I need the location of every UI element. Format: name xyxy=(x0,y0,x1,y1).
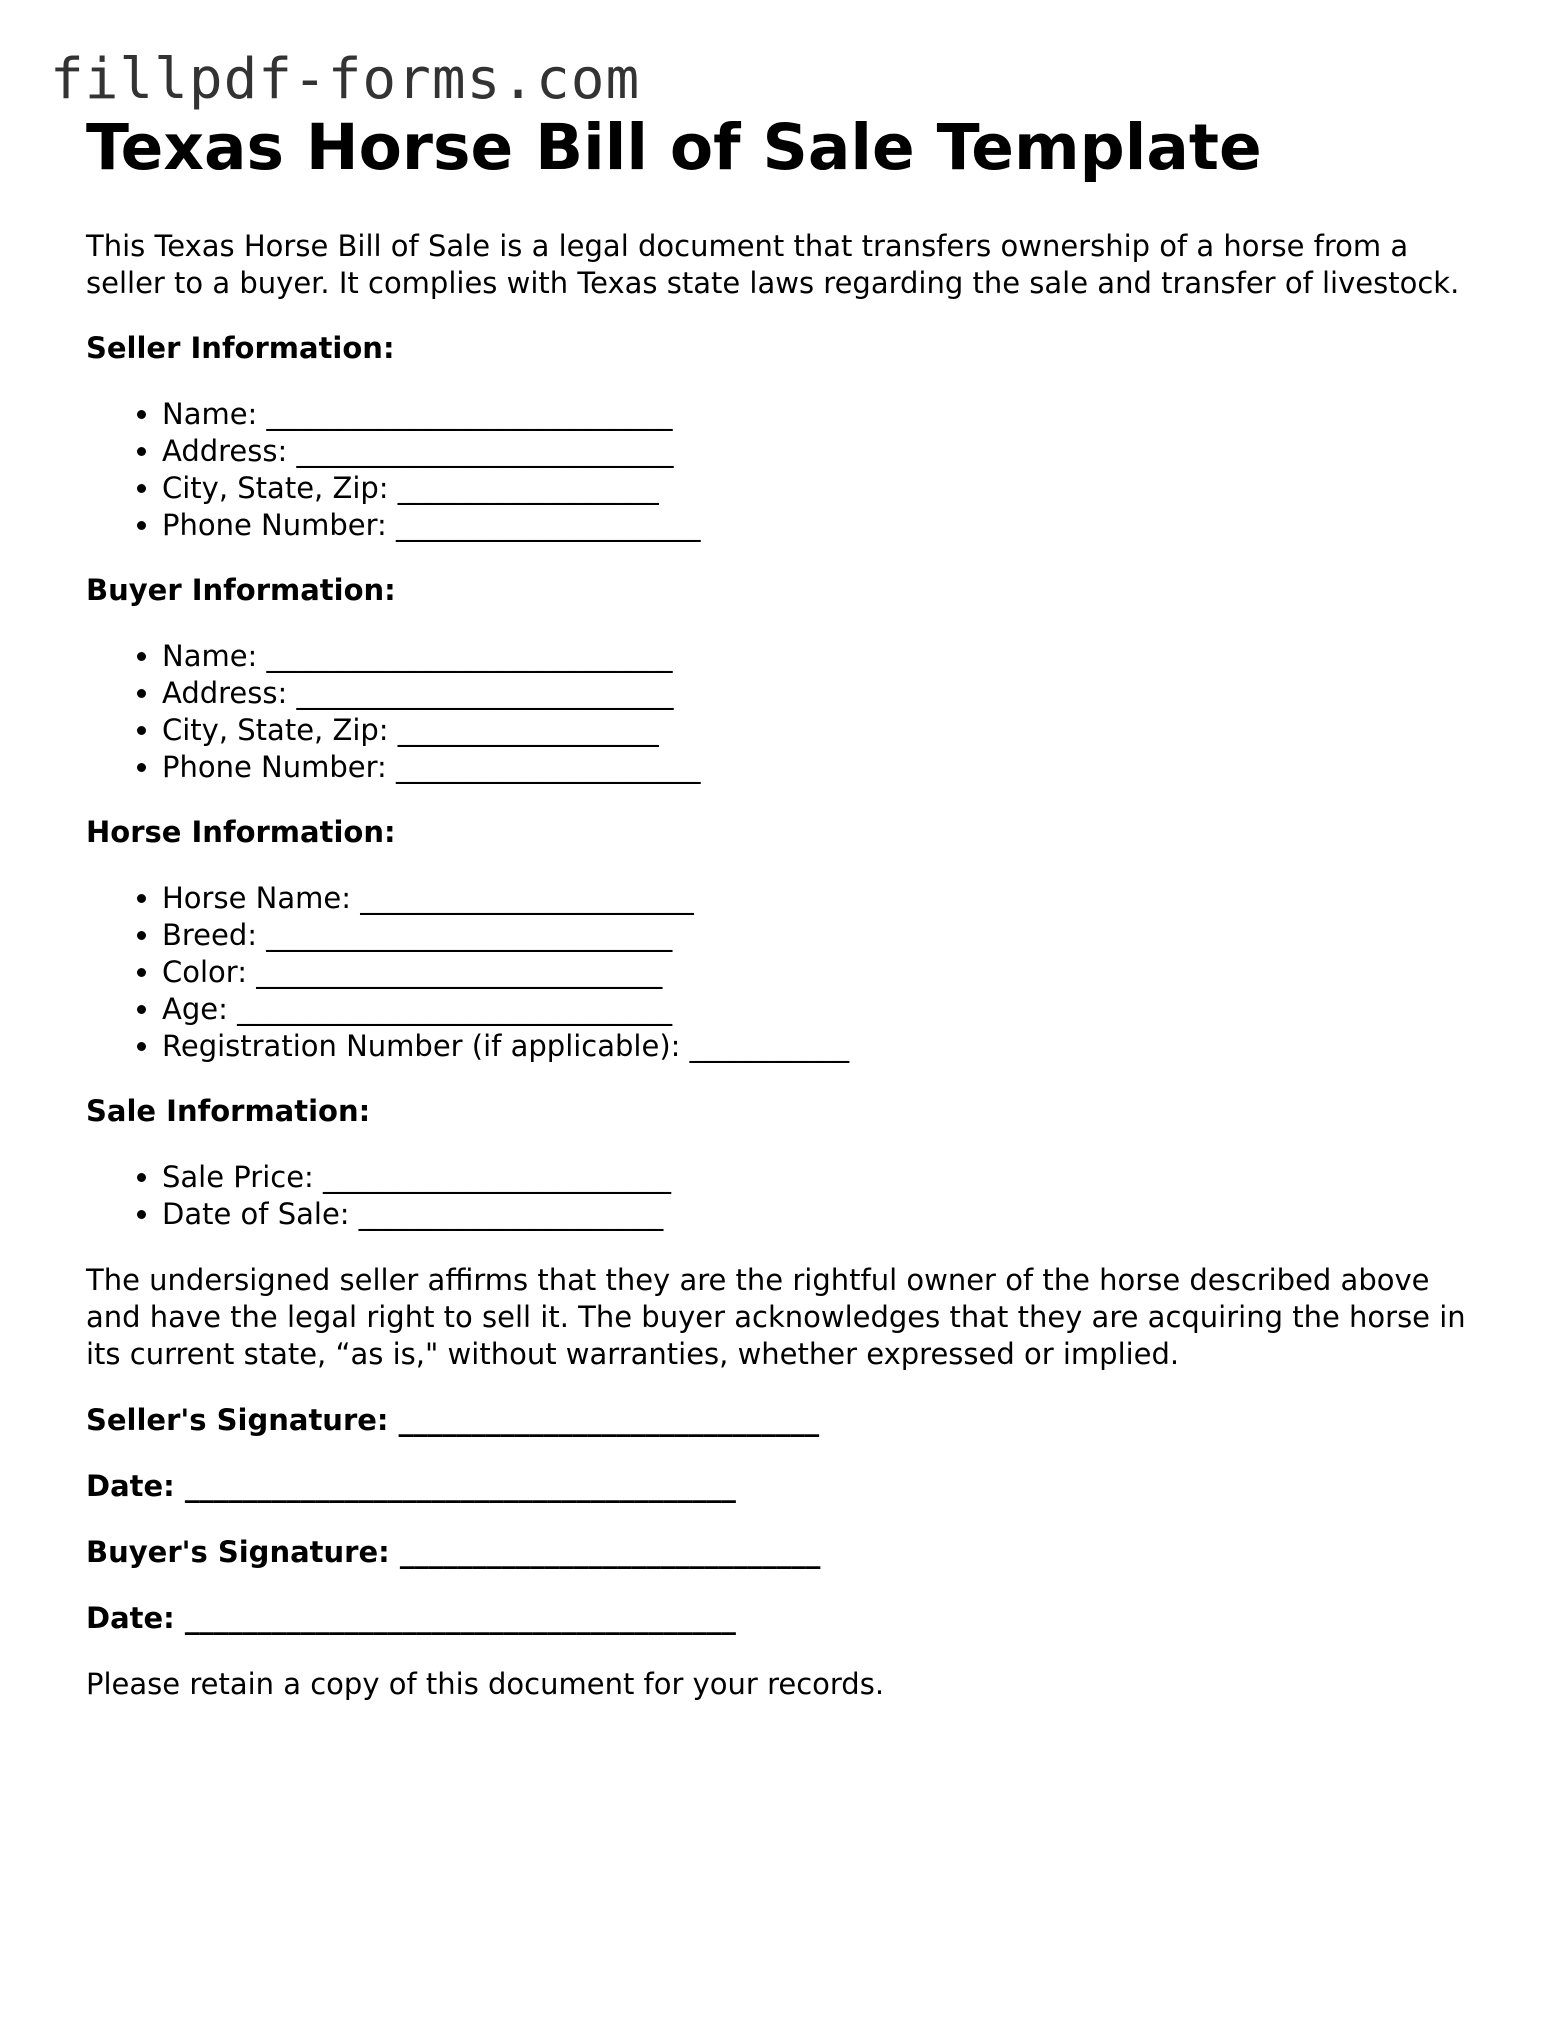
field-label: Horse Name: xyxy=(162,881,351,915)
field-blank[interactable]: ____________________________ xyxy=(266,639,673,673)
sale-information-heading: Sale Information: xyxy=(86,1094,371,1128)
field-label: Breed: xyxy=(162,918,258,952)
field-label: Address: xyxy=(162,434,288,468)
seller-fields-list xyxy=(86,396,1476,544)
buyer-fields-list xyxy=(86,638,1476,786)
sale-price-field[interactable] xyxy=(162,1159,1476,1196)
horse-registration-number-field[interactable] xyxy=(162,1028,1476,1065)
buyer-date-blank[interactable]: ______________________________________ xyxy=(184,1601,736,1635)
field-label: Sale Price: xyxy=(162,1160,314,1194)
seller-signature-blank[interactable]: _____________________________ xyxy=(398,1403,820,1437)
seller-signature-label: Seller's Signature: xyxy=(86,1403,389,1437)
field-blank[interactable]: ___________ xyxy=(689,1029,850,1063)
seller-date-blank[interactable]: ______________________________________ xyxy=(184,1469,736,1503)
horse-color-field[interactable] xyxy=(162,954,1476,991)
seller-signature-line[interactable] xyxy=(86,1402,1476,1439)
horse-fields-list xyxy=(86,880,1476,1065)
field-blank[interactable]: ____________________________ xyxy=(266,918,673,952)
seller-address-field[interactable] xyxy=(162,433,1476,470)
field-blank[interactable]: _____________________ xyxy=(396,750,701,784)
retain-copy-note: Please retain a copy of this document for your records. xyxy=(86,1667,885,1701)
buyer-date-label: Date: xyxy=(86,1601,175,1635)
field-blank[interactable]: _____________________ xyxy=(396,508,701,542)
seller-name-field[interactable] xyxy=(162,396,1476,433)
seller-phone-field[interactable] xyxy=(162,507,1476,544)
seller-information-heading: Seller Information: xyxy=(86,331,395,365)
intro-paragraph: This Texas Horse Bill of Sale is a legal document that transfers ownership of a horse from a seller to a buyer. It complies with Texas state laws regarding the sale and transfer of livestock. xyxy=(86,229,1460,300)
date-of-sale-field[interactable] xyxy=(162,1196,1476,1233)
field-blank[interactable]: __________________________ xyxy=(296,676,674,710)
field-blank[interactable]: __________________________ xyxy=(296,434,674,468)
seller-date-line[interactable] xyxy=(86,1468,1476,1505)
sale-fields-list xyxy=(86,1159,1476,1233)
buyer-name-field[interactable] xyxy=(162,638,1476,675)
field-blank[interactable]: ____________________________ xyxy=(266,397,673,431)
buyer-phone-field[interactable] xyxy=(162,749,1476,786)
field-label: Address: xyxy=(162,676,288,710)
buyer-signature-line[interactable] xyxy=(86,1534,1476,1571)
field-blank[interactable]: ____________________________ xyxy=(256,955,663,989)
field-label: Color: xyxy=(162,955,247,989)
field-label: City, State, Zip: xyxy=(162,713,389,747)
field-label: Name: xyxy=(162,397,258,431)
watermark: fillpdf-forms.com xyxy=(50,47,641,112)
field-blank[interactable]: __________________ xyxy=(397,471,659,505)
buyer-city-state-zip-field[interactable] xyxy=(162,712,1476,749)
field-blank[interactable]: _____________________ xyxy=(358,1197,664,1231)
page-title: Texas Horse Bill of Sale Template xyxy=(86,111,1262,184)
field-label: Registration Number (if applicable): xyxy=(162,1029,681,1063)
field-blank[interactable]: ______________________________ xyxy=(237,992,673,1026)
horse-age-field[interactable] xyxy=(162,991,1476,1028)
buyer-signature-blank[interactable]: _____________________________ xyxy=(399,1535,821,1569)
buyer-address-field[interactable] xyxy=(162,675,1476,712)
field-label: Date of Sale: xyxy=(162,1197,350,1231)
affirmation-statement: The undersigned seller affirms that they are the rightful owner of the horse described above and have the legal right to sell it. The buyer acknowledges that they are acquiring the horse in its current state, “as is," without warranties, whether expressed or implied. xyxy=(86,1263,1466,1371)
field-label: Phone Number: xyxy=(162,508,387,542)
seller-city-state-zip-field[interactable] xyxy=(162,470,1476,507)
buyer-date-line[interactable] xyxy=(86,1600,1476,1637)
field-blank[interactable]: _______________________ xyxy=(360,881,694,915)
buyer-information-heading: Buyer Information: xyxy=(86,573,396,607)
buyer-signature-label: Buyer's Signature: xyxy=(86,1535,390,1569)
horse-information-heading: Horse Information: xyxy=(86,815,396,849)
field-blank[interactable]: __________________ xyxy=(397,713,659,747)
seller-date-label: Date: xyxy=(86,1469,175,1503)
field-label: Phone Number: xyxy=(162,750,387,784)
field-blank[interactable]: ________________________ xyxy=(323,1160,672,1194)
field-label: City, State, Zip: xyxy=(162,471,389,505)
horse-name-field[interactable] xyxy=(162,880,1476,917)
horse-breed-field[interactable] xyxy=(162,917,1476,954)
field-label: Age: xyxy=(162,992,228,1026)
field-label: Name: xyxy=(162,639,258,673)
document-page xyxy=(86,108,1476,1703)
